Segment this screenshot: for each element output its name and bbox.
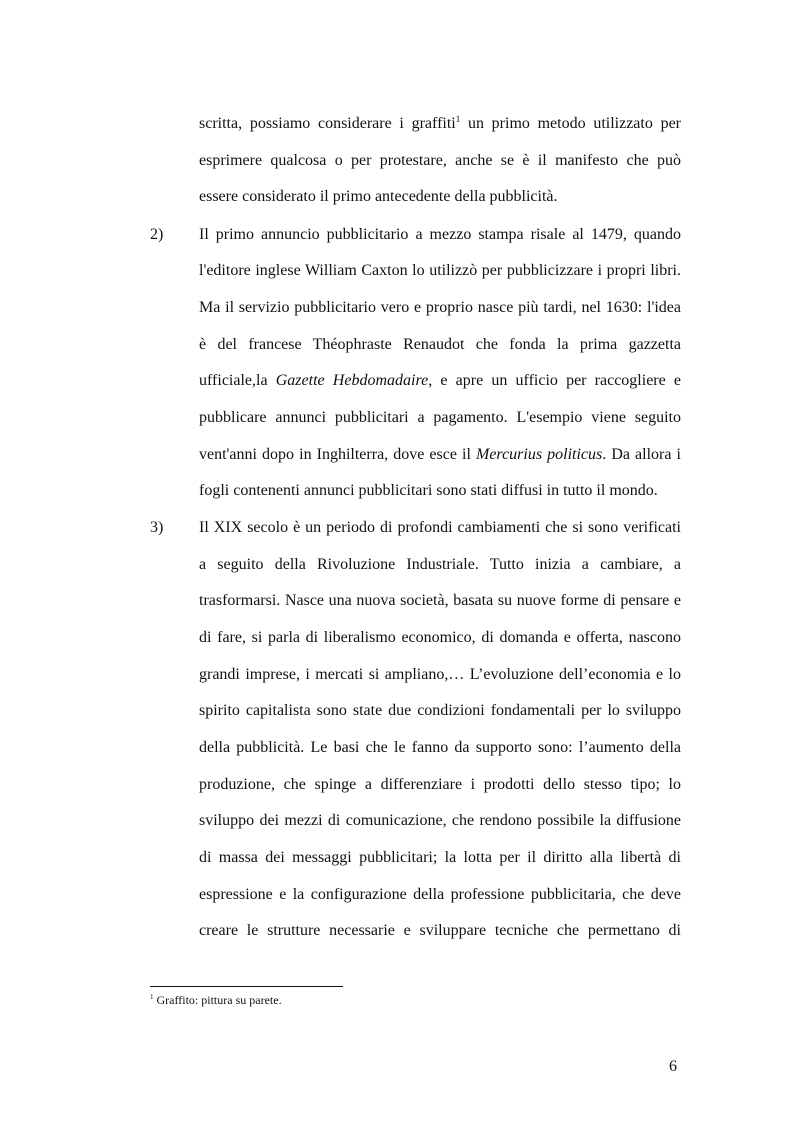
body-line: vent'anni dopo in Inghilterra, dove esce il Mercurius politicus. Da allora i	[199, 446, 681, 463]
publication-title: Gazette Hebdomadaire	[275, 372, 429, 389]
footnote-text: Graffito: pittura su parete.	[153, 993, 282, 1007]
body-line: scritta, possiamo considerare i graffiti$^1$ un primo metodo utilizzato per	[199, 114, 681, 132]
body-line: spirito capitalista sono state due condizioni fondamentali per lo sviluppo	[199, 702, 681, 719]
body-line: sviluppo dei mezzi di comunicazione, che rendono possibile la diffusione	[199, 812, 681, 829]
footnote-separator	[150, 986, 343, 987]
publication-title: Mercurius politicus	[476, 446, 603, 463]
footnote-marker: 1	[150, 993, 154, 1001]
footnote-reference: 1	[455, 114, 461, 124]
body-line: Il primo annuncio pubblicitario a mezzo stampa risale al 1479, quando	[199, 226, 681, 243]
page-number: 6	[669, 1058, 677, 1075]
body-line: produzione, che spinge a differenziare i prodotti dello stesso tipo; lo	[199, 776, 681, 793]
body-line: grandi imprese, i mercati si ampliano,… L’evoluzione dell’economia e lo	[199, 666, 681, 683]
body-line: fogli contenenti annunci pubblicitari sono stati diffusi in tutto il mondo.	[199, 482, 658, 499]
body-line: ufficiale,la Gazette Hebdomadaire, e apre un ufficio per raccogliere e	[199, 372, 682, 389]
body-line: della pubblicità. Le basi che le fanno da supporto sono: l’aumento della	[199, 739, 681, 756]
body-line: espressione e la configurazione della professione pubblicitaria, che deve	[199, 886, 681, 903]
body-line: di massa dei messaggi pubblicitari; la lotta per il diritto alla libertà di	[199, 849, 681, 866]
body-line: è del francese Théophraste Renaudot che fonda la prima gazzetta	[199, 336, 681, 353]
body-line: Il XIX secolo è un periodo di profondi cambiamenti che si sono verificati	[199, 519, 681, 536]
body-line: esprimere qualcosa o per protestare, anche se è il manifesto che può	[199, 152, 681, 169]
body-line: pubblicare annunci pubblicitari a pagamento. L'esempio viene seguito	[199, 409, 681, 426]
body-line: a seguito della Rivoluzione Industriale. Tutto inizia a cambiare, a	[199, 556, 681, 573]
footnote	[150, 992, 282, 1008]
body-line: di fare, si parla di liberalismo economico, di domanda e offerta, nascono	[199, 629, 681, 646]
list-item-number: 2)	[150, 226, 164, 243]
list-item-number: 3)	[150, 519, 164, 536]
body-line: l'editore inglese William Caxton lo utilizzò per pubblicizzare i propri libri.	[199, 262, 681, 279]
body-line: trasformarsi. Nasce una nuova società, basata su nuove forme di pensare e	[199, 592, 681, 609]
body-line: Ma il servizio pubblicitario vero e proprio nasce più tardi, nel 1630: l'idea	[199, 299, 681, 316]
body-line: creare le strutture necessarie e sviluppare tecniche che permettano di	[199, 922, 681, 939]
body-line: essere considerato il primo antecedente della pubblicità.	[199, 188, 558, 205]
